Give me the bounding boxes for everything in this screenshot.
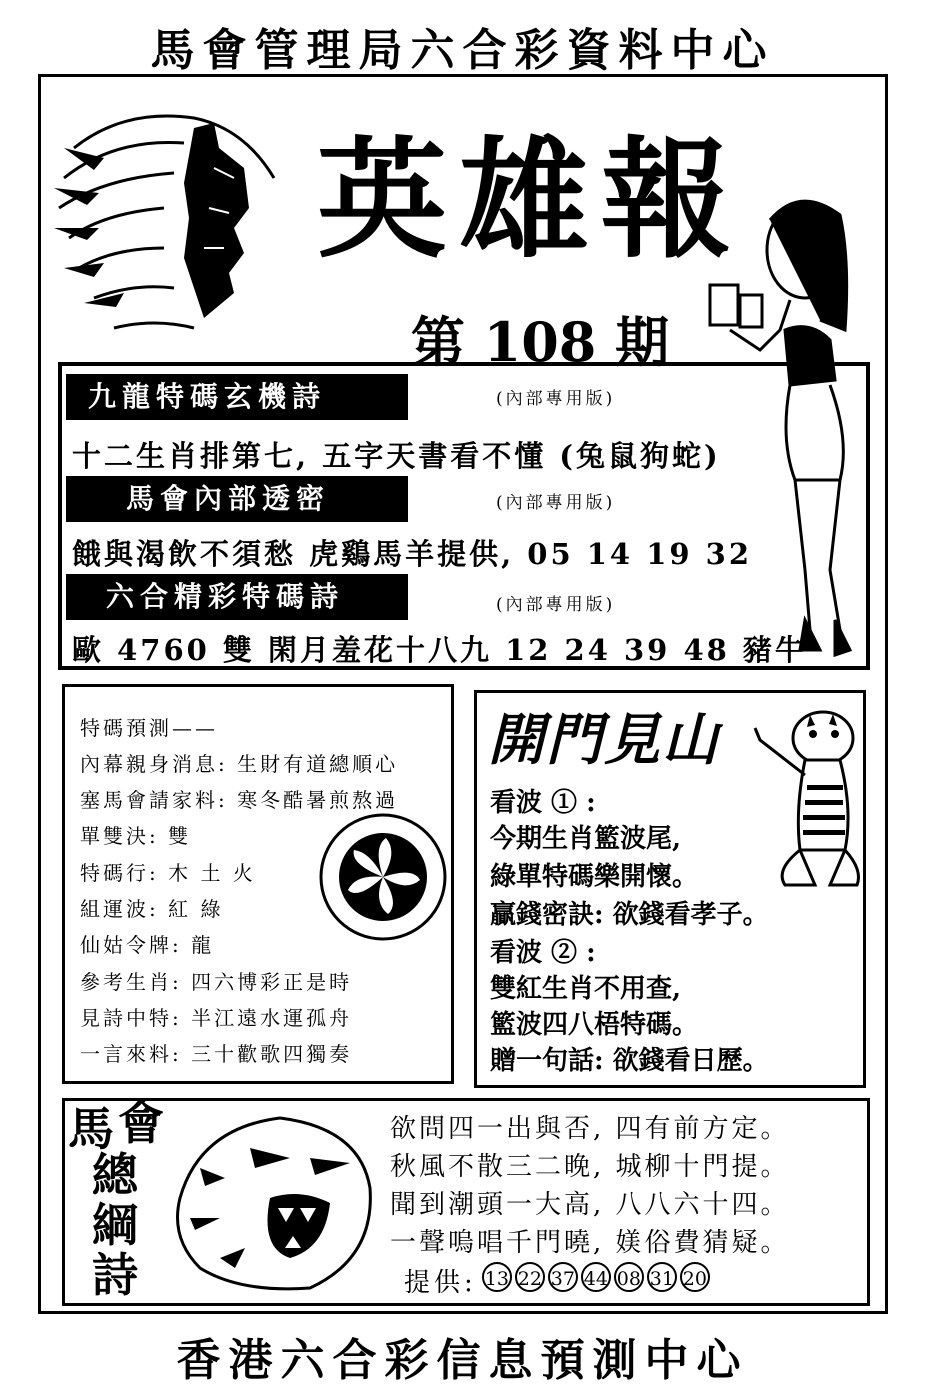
prediction-line: 參考生肖: 四六博彩正是時 (80, 970, 353, 994)
section-bar-jiulong: 九龍特碼玄機詩 (66, 374, 408, 420)
number-ball: 22 (515, 1262, 545, 1292)
edition-label-2: (內部專用版) (496, 493, 616, 513)
poem-title-char: 詩 (92, 1248, 138, 1302)
provide-row (404, 1262, 713, 1299)
prediction-line: 特碼行: 木 土 火 (80, 861, 256, 885)
tiger-head-illustration (160, 1108, 380, 1298)
prediction-line: 見詩中特: 半江遠水運孤舟 (80, 1006, 353, 1030)
poem-title-char: 總 (92, 1148, 138, 1202)
masthead-title: 英雄報 (316, 123, 743, 276)
poem-line: 一聲嗚唱千門曉, 媄俗費猜疑。 (390, 1228, 790, 1258)
number-ball: 20 (680, 1262, 710, 1292)
header-title: 馬會管理局六合彩資料中心 (150, 25, 775, 76)
kaimen-line: 看波 ① : (490, 788, 596, 818)
prediction-line: 單雙決: 雙 (80, 824, 192, 848)
kaimen-line: 綠單特碼樂開懷。 (490, 862, 699, 892)
prediction-line: 一言來料: 三十歡歌四獨奏 (80, 1042, 353, 1066)
number-ball: 13 (482, 1262, 512, 1292)
number-ball: 44 (581, 1262, 611, 1292)
edition-label-1: (內部專用版) (496, 389, 616, 409)
kaimen-line: 今期生肖籃波尾, (490, 824, 682, 854)
footer-title: 香港六合彩信息預測中心 (176, 1335, 749, 1386)
prediction-line: 組運波: 紅 綠 (80, 897, 224, 921)
kaimen-line: 看波 ② : (490, 938, 596, 968)
section-bar-mahui: 馬會內部透密 (66, 476, 408, 522)
number-ball: 08 (614, 1262, 644, 1292)
tiger-cartoon-illustration (745, 700, 865, 890)
prediction-line: 內幕親身消息: 生財有道總順心 (80, 752, 399, 776)
kaimen-title: 開門見山 (488, 707, 720, 773)
poem-line: 聞到潮頭一大高, 八八六十四。 (390, 1190, 790, 1220)
edition-label-3: (內部專用版) (496, 595, 616, 615)
indian-chief-illustration (44, 88, 294, 358)
provide-label: 提供: (404, 1268, 477, 1298)
section-line-1: 十二生肖排第七, 五字天書看不懂 (兔鼠狗蛇) (72, 439, 721, 473)
section-line-2: 餓與渴飲不須愁 虎鷄馬羊提供, 05 14 19 32 (72, 537, 753, 571)
poem-title-char: 馬 (68, 1102, 114, 1156)
bauhinia-emblem (318, 812, 448, 942)
kaimen-line: 贏錢密訣: 欲錢看孝子。 (490, 900, 769, 930)
section-bar-liuhe: 六合精彩特碼詩 (66, 574, 408, 620)
poem-line: 欲問四一出與否, 四有前方定。 (390, 1114, 790, 1144)
kaimen-line: 雙紅生肖不用查, (490, 974, 682, 1004)
kaimen-line: 贈一句話: 欲錢看日歷。 (490, 1046, 769, 1076)
kaimen-line: 籃波四八梧特碼。 (490, 1010, 699, 1040)
number-ball: 37 (548, 1262, 578, 1292)
section-line-3: 歐 4760 雙 閑月羞花十八九 12 24 39 48 豬牛 (72, 633, 807, 667)
prediction-line: 特碼預測—— (80, 716, 218, 740)
prediction-line: 仙姑令牌: 龍 (80, 933, 215, 957)
prediction-line: 塞馬會請家料: 寒冬酷暑煎熬過 (80, 788, 399, 812)
poem-line: 秋風不散三二晚, 城柳十門提。 (390, 1152, 790, 1182)
number-ball: 31 (647, 1262, 677, 1292)
poem-title-char: 綱 (92, 1198, 138, 1252)
issue-number: 第 108 期 (410, 310, 670, 374)
poem-title-char: 會 (118, 1096, 164, 1150)
